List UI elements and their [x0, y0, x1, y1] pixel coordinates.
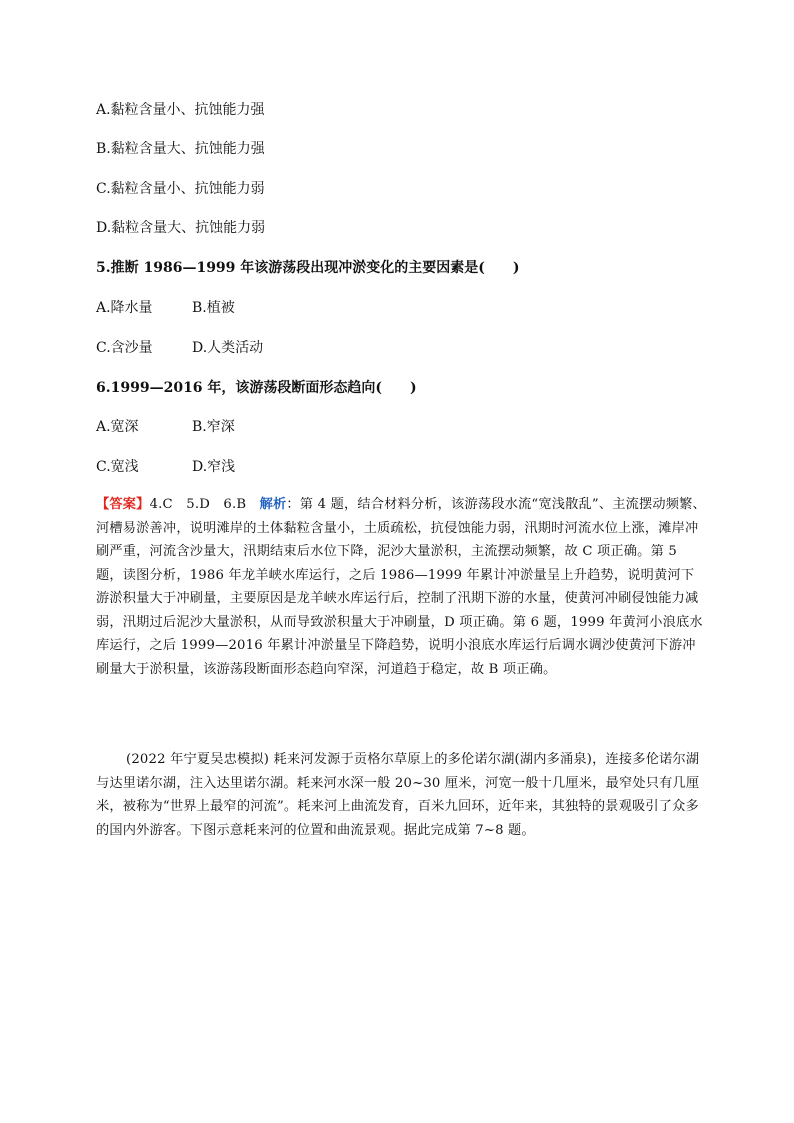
q6-stem: 6.1999—2016 年，该游荡段断面形态趋向( ) — [96, 380, 417, 396]
q5-option-c: C.含沙量 — [96, 340, 153, 356]
analysis-body: ：第 4 题，结合材料分析，该游荡段水流“宽浅散乱”、主流摆动频繁、河槽易淤善冲，说明滩岸的土体黏粒含量小，土质疏松，抗侵蚀能力弱，汛期时河流水位上涨，滩岸冲刷严重，河流含沙量大，汛期结束后水位下降，泥沙大量淤积，主流摆动频繁，故 C 项正确。第 5 题，读图分析，1986 年龙羊峡水库运行，之后 1986—1999 年累计冲淤量呈上升趋势，说明黄河下游淤积量大于冲刷量，主要原因是龙羊峡水库运行后，控制了汛期下游的水量，使黄河冲刷侵蚀能力减弱，汛期过后泥沙大量淤积，从而导致淤积量大于冲刷量，D 项正确。第 6 题，1999 年黄河小浪底水库运行，之后 1999—2016 年累计冲淤量呈下降趋势，说明小浪底水库运行后调水调沙使黄河下游冲刷量大于淤积量，该游荡段断面形态趋向窄深，河道趋于稳定，故 B 项正确。 — [96, 497, 706, 677]
analysis-label: 解析 — [259, 497, 287, 512]
q5-options-row-1 — [96, 299, 396, 317]
material-paragraph: (2022 年宁夏吴忠模拟) 耗来河发源于贡格尔草原上的多伦诺尔湖(湖内多涌泉)，连接多伦诺尔湖与达里诺尔湖，注入达里诺尔湖。耗来河水深一般 20~30 厘米，河宽一般十几厘米，最窄处只有几厘米，被称为“世界上最窄的河流”。耗来河上曲流发育，百米九回环，近年来，其独特的景观吸引了众多的国内外游客。下图示意耗来河的位置和曲流景观。据此完成第 7~8 题。 — [96, 752, 700, 838]
q4-option-c: C.黏粒含量小、抗蚀能力弱 — [96, 181, 265, 197]
answer-tag: 【答案】 — [96, 497, 150, 512]
q6-options-row-2 — [96, 458, 396, 476]
q6-options-row-1 — [96, 418, 396, 436]
q5-option-a: A.降水量 — [96, 300, 153, 316]
q5-option-d: D.人类活动 — [192, 340, 264, 356]
q4-option-d: D.黏粒含量大、抗蚀能力弱 — [96, 220, 266, 236]
answer-keys: 4.C 5.D 6.B — [149, 497, 260, 512]
q5-option-b: B.植被 — [192, 300, 235, 316]
q6-option-d: D.窄浅 — [192, 459, 236, 475]
q6-option-a: A.宽深 — [96, 419, 139, 435]
q4-option-a: A.黏粒含量小、抗蚀能力强 — [96, 102, 265, 118]
q6-option-b: B.窄深 — [192, 419, 235, 435]
answer-analysis — [96, 493, 706, 681]
q5-options-row-2 — [96, 339, 396, 357]
q6-option-c: C.宽浅 — [96, 459, 139, 475]
q4-option-b: B.黏粒含量大、抗蚀能力强 — [96, 141, 265, 157]
q5-stem: 5.推断 1986—1999 年该游荡段出现冲淤变化的主要因素是( ) — [96, 260, 520, 276]
